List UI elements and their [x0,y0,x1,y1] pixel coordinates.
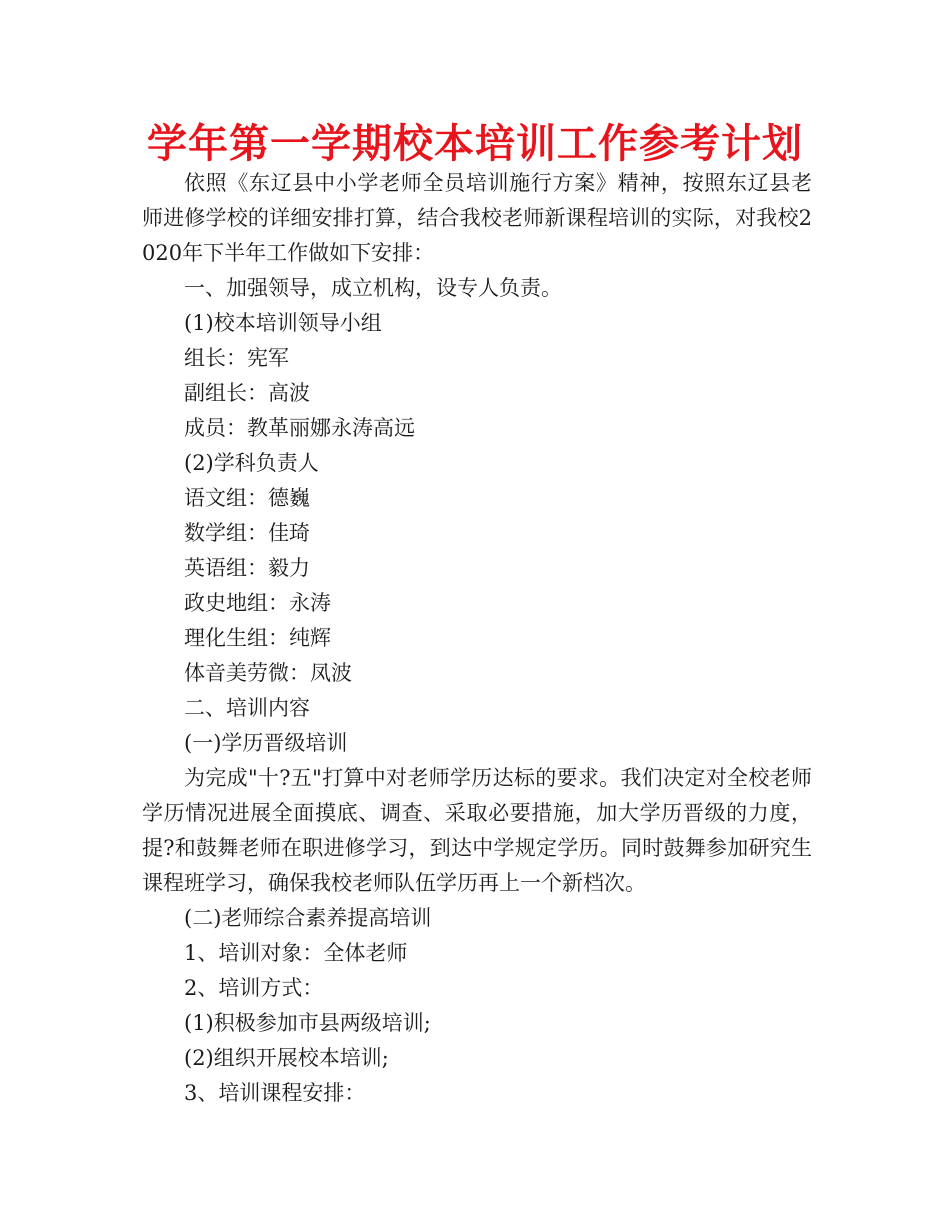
subsection-heading: (一)学历晋级培训 [184,731,348,755]
subject-line: 体音美劳微：凤波 [184,661,352,685]
subject-line: 政史地组：永涛 [184,591,331,615]
education-paragraph: 为完成"十?五"打算中对老师学历达标的要求。我们决定对全校老师学历情况进展全面摸底、调查、采取必要措施，加大学历晋级的力度，提?和鼓舞老师在职进修学习，到达中学规定学历。同时鼓舞参加研究生课程班学习，确保我校老师队伍学历再上一个新档次。 [142,766,812,895]
schedule-heading: 3、培训课程安排： [184,1081,366,1105]
members-line: 成员：教革丽娜永涛高远 [184,416,415,440]
section-heading: 二、培训内容 [184,696,310,720]
subsection-heading: (二)老师综合素养提高培训 [184,906,432,930]
method-heading: 2、培训方式： [184,976,324,1000]
intro-paragraph: 依照《东辽县中小学老师全员培训施行方案》精神，按照东辽县老师进修学校的详细安排打算，结合我校老师新课程培训的实际，对我校2020年下半年工作做如下安排： [142,171,812,265]
subject-line: 数学组：佳琦 [184,521,310,545]
subject-heading: (2)学科负责人 [184,451,319,475]
target-line: 1、培训对象：全体老师 [184,941,408,965]
section-heading: 一、加强领导，成立机构，设专人负责。 [184,276,562,300]
method-item: (1)积极参加市县两级培训; [184,1011,431,1035]
method-item: (2)组织开展校本培训; [184,1046,389,1070]
subject-line: 英语组：毅力 [184,556,310,580]
deputy-leader-line: 副组长：高波 [184,381,310,405]
document-title: 学年第一学期校本培训工作参考计划 [147,121,803,167]
subject-line: 语文组：德巍 [184,486,310,510]
group-heading: (1)校本培训领导小组 [184,311,382,335]
subject-line: 理化生组：纯辉 [184,626,331,650]
leader-line: 组长：宪军 [184,346,289,370]
document-body [142,166,812,1111]
